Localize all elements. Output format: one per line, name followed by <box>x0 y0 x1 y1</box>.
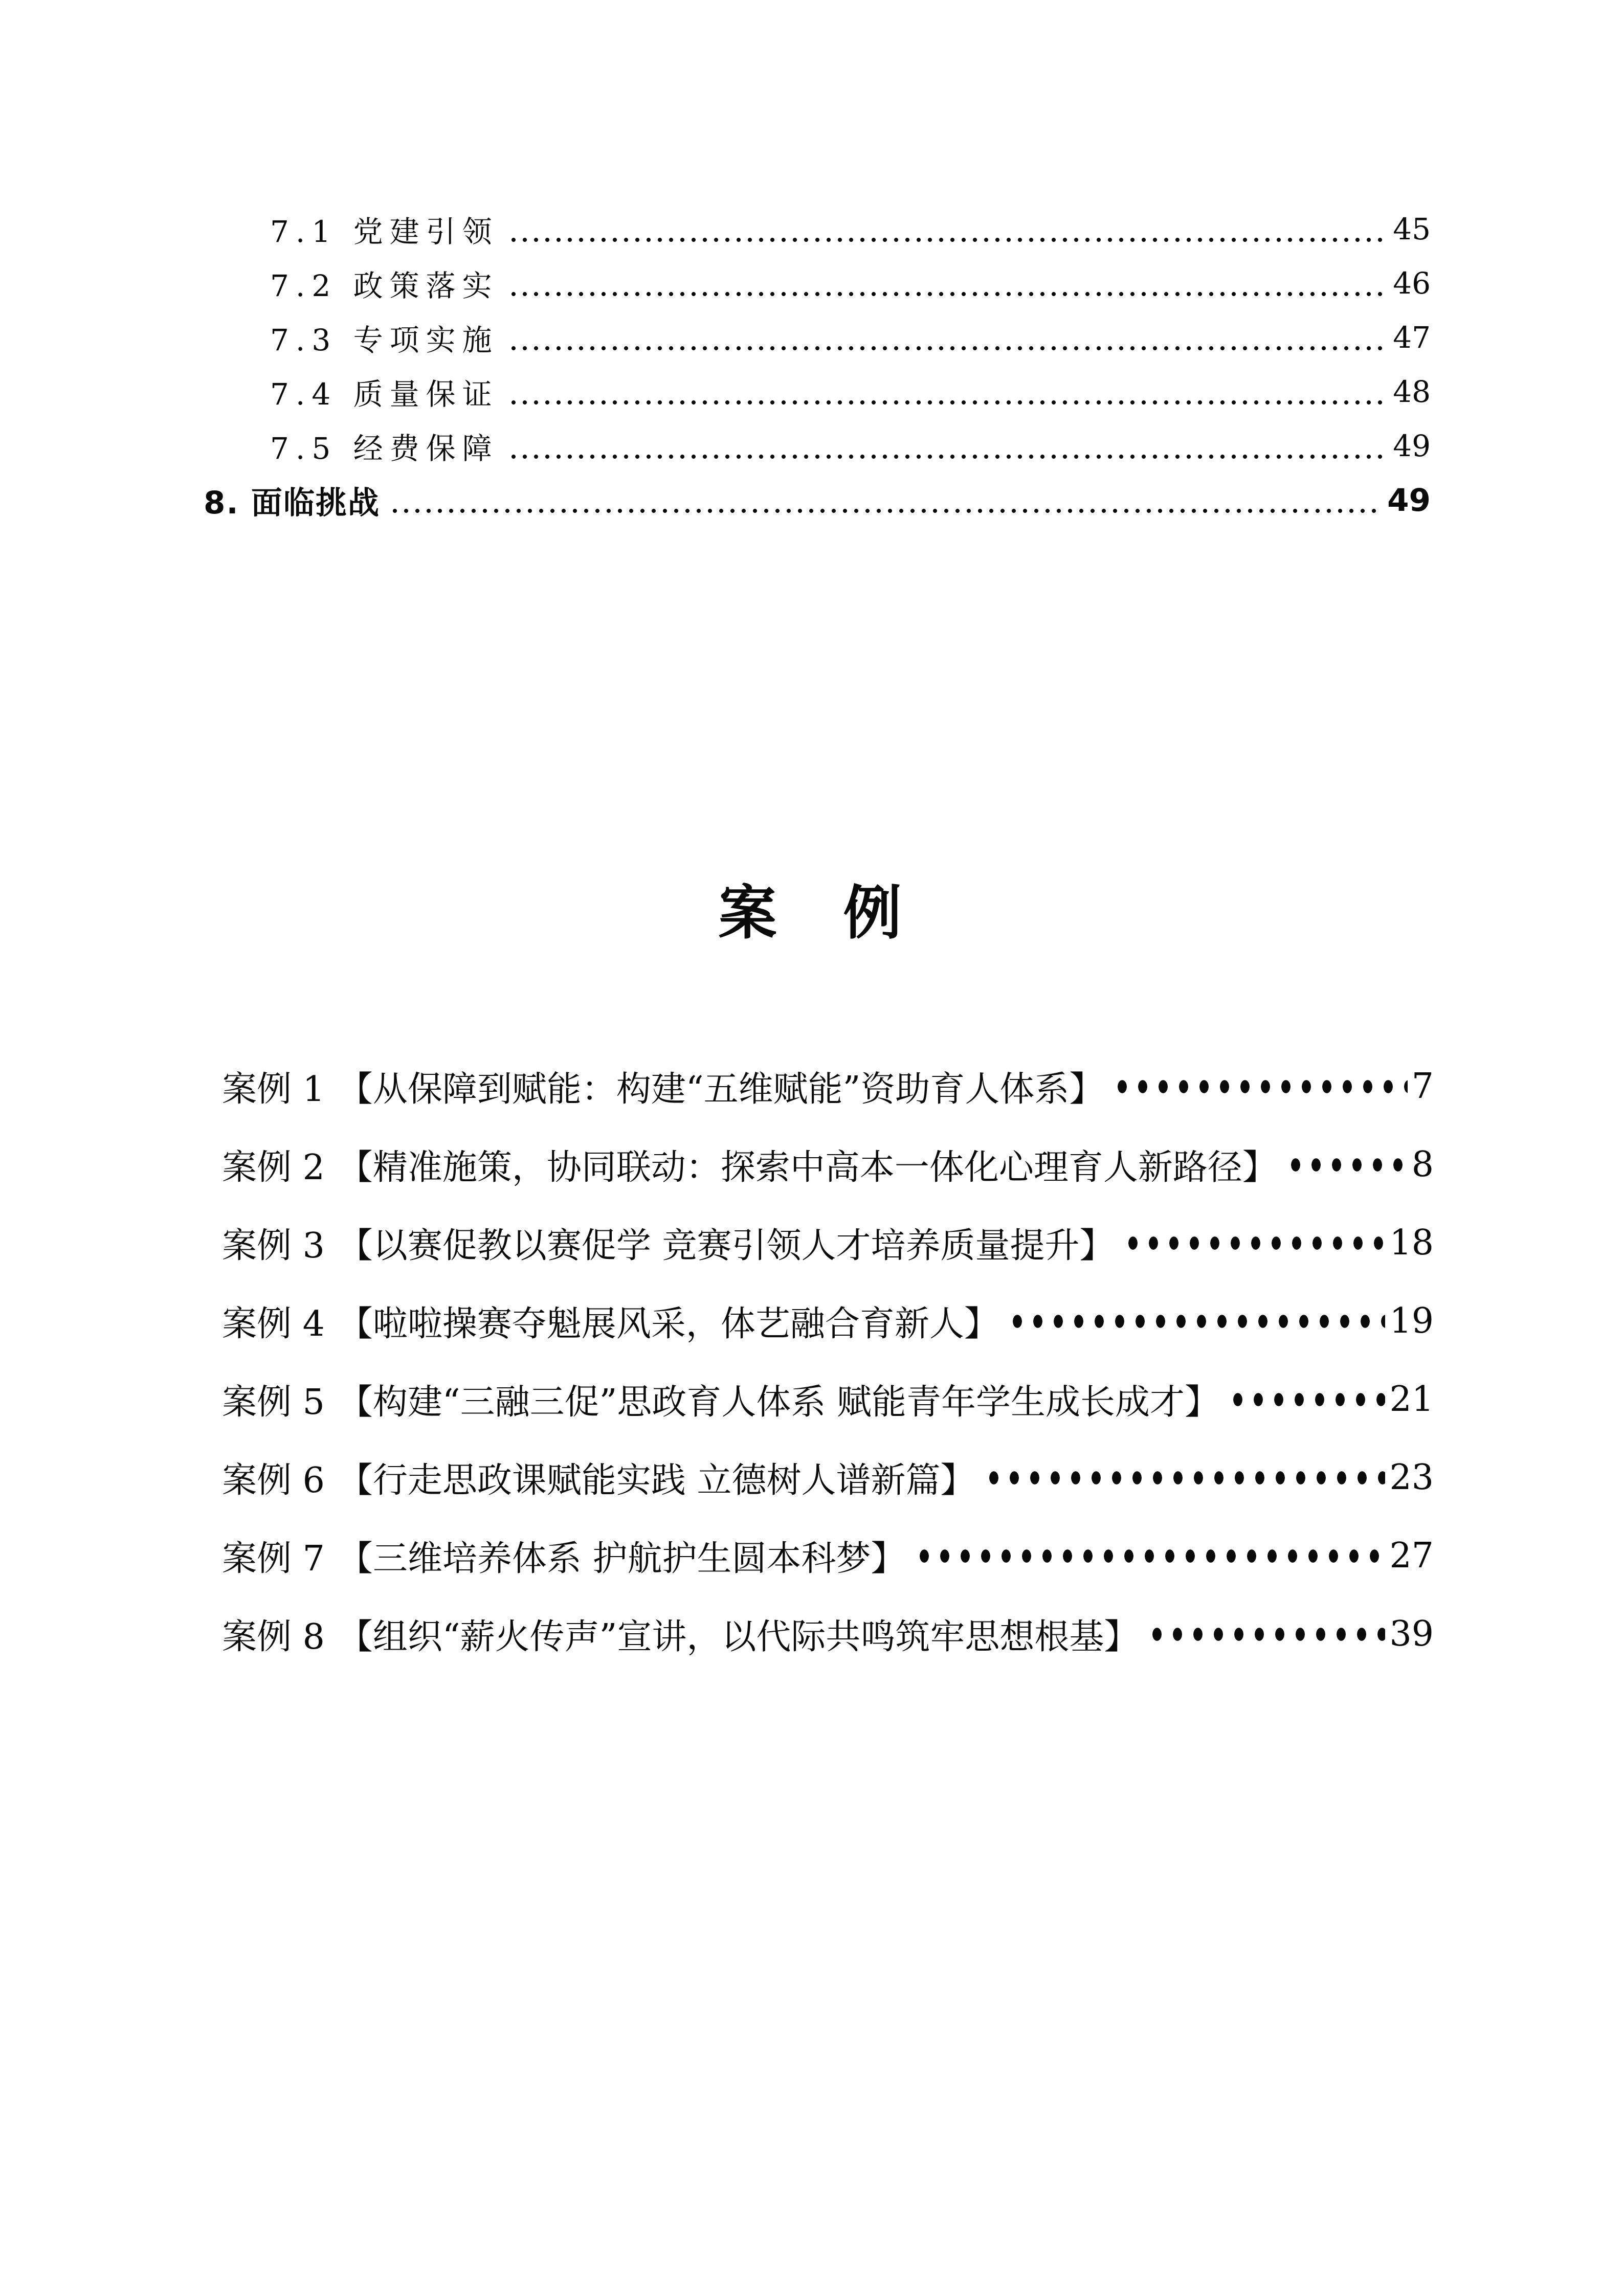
case-entry-8[interactable] <box>0 1595 1624 1673</box>
dot-leader <box>508 454 1385 459</box>
case-title: 【组织“薪火传声”宣讲，以代际共鸣筑牢思想根基】 <box>338 1617 1139 1657</box>
case-label: 案例 4 <box>222 1304 325 1344</box>
toc-page-number: 47 <box>1393 320 1431 355</box>
case-label: 案例 5 <box>222 1382 325 1423</box>
case-page-number: 27 <box>1389 1536 1434 1576</box>
case-label: 案例 7 <box>222 1539 325 1579</box>
dot-leader <box>1112 1078 1407 1095</box>
toc-page-number: 45 <box>1393 212 1431 246</box>
dot-leader <box>508 291 1385 297</box>
toc-section <box>0 202 1624 527</box>
case-label: 案例 8 <box>222 1617 325 1657</box>
toc-entry-label: 7.1 党建引领 <box>270 214 499 249</box>
case-entry-4[interactable] <box>0 1282 1624 1360</box>
case-page-number: 8 <box>1411 1144 1434 1185</box>
dot-leader <box>914 1548 1386 1564</box>
toc-entry-7-2[interactable] <box>0 256 1624 310</box>
case-label: 案例 1 <box>222 1069 325 1110</box>
dot-leader <box>1123 1235 1386 1251</box>
toc-entry-8[interactable] <box>0 473 1624 527</box>
case-title: 【从保障到赋能：构建“五维赋能”资助育人体系】 <box>338 1069 1104 1110</box>
case-title: 【精准施策，协同联动：探索中高本一体化心理育人新路径】 <box>338 1147 1277 1188</box>
dot-leader <box>1285 1157 1408 1173</box>
case-label: 案例 3 <box>222 1226 325 1266</box>
toc-entry-label: 7.4 质量保证 <box>270 377 499 412</box>
dot-leader <box>389 508 1379 513</box>
case-entry-1[interactable] <box>0 1047 1624 1126</box>
case-page-number: 19 <box>1389 1301 1434 1341</box>
toc-entry-7-4[interactable] <box>0 365 1624 419</box>
toc-page-number: 48 <box>1393 374 1431 409</box>
toc-entry-label: 7.3 专项实施 <box>270 323 499 357</box>
case-page-number: 39 <box>1389 1614 1434 1654</box>
case-entry-6[interactable] <box>0 1438 1624 1517</box>
case-title: 【构建“三融三促”思政育人体系 赋能青年学生成长成才】 <box>338 1382 1220 1423</box>
toc-entry-label: 7.2 政策落实 <box>270 268 499 303</box>
case-label: 案例 6 <box>222 1460 325 1501</box>
toc-page-number: 46 <box>1393 266 1431 301</box>
dot-leader <box>508 237 1385 242</box>
toc-entry-7-3[interactable] <box>0 310 1624 365</box>
toc-page-number: 49 <box>1393 429 1431 463</box>
case-page-number: 18 <box>1389 1223 1434 1263</box>
case-entry-7[interactable] <box>0 1517 1624 1595</box>
dot-leader <box>1007 1313 1386 1330</box>
dot-leader <box>508 400 1385 405</box>
dot-leader <box>508 346 1385 351</box>
case-entry-3[interactable] <box>0 1204 1624 1282</box>
cases-section-heading: 案 例 <box>718 879 906 947</box>
case-entry-2[interactable] <box>0 1126 1624 1204</box>
case-title: 【三维培养体系 护航护生圆本科梦】 <box>338 1539 906 1579</box>
toc-entry-7-5[interactable] <box>0 419 1624 473</box>
dot-leader <box>1228 1391 1385 1408</box>
case-title: 【啦啦操赛夺魁展风采，体艺融合育新人】 <box>338 1304 999 1344</box>
case-label: 案例 2 <box>222 1147 325 1188</box>
toc-entry-7-1[interactable] <box>0 202 1624 256</box>
case-page-number: 21 <box>1389 1379 1434 1420</box>
case-page-number: 23 <box>1389 1457 1434 1498</box>
toc-entry-label: 8. 面临挑战 <box>204 484 380 521</box>
toc-page-number: 49 <box>1387 482 1431 519</box>
toc-entry-label: 7.5 经费保障 <box>270 431 499 466</box>
dot-leader <box>1147 1626 1385 1642</box>
case-entry-5[interactable] <box>0 1360 1624 1438</box>
case-title: 【以赛促教以赛促学 竞赛引领人才培养质量提升】 <box>338 1226 1115 1266</box>
case-page-number: 7 <box>1411 1066 1434 1107</box>
dot-leader <box>984 1470 1386 1486</box>
case-title: 【行走思政课赋能实践 立德树人谱新篇】 <box>338 1460 975 1501</box>
case-list-section <box>0 1047 1624 1673</box>
